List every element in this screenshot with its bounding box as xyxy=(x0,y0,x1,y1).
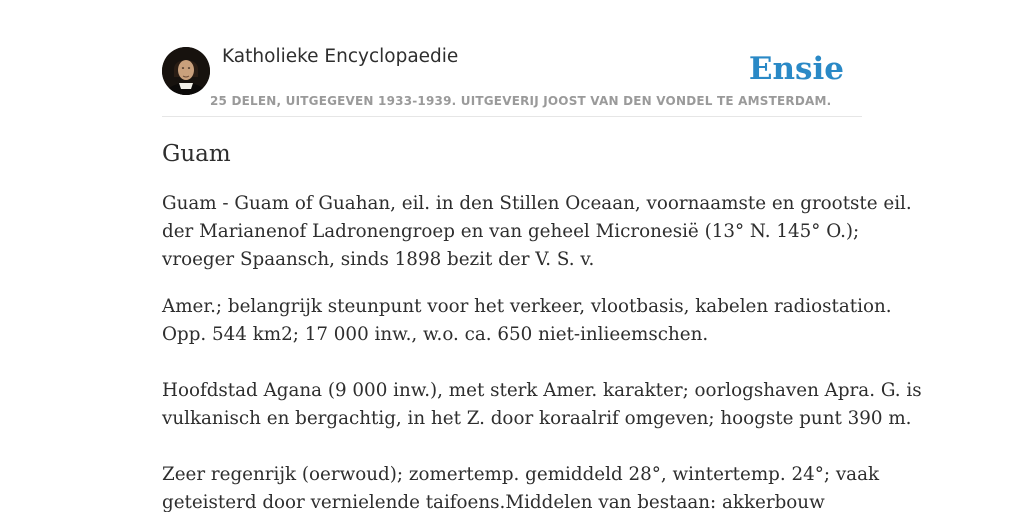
text-line: Zeer regenrijk (oerwoud); zomertemp. gemiddeld 28°, wintertemp. 24°; vaak xyxy=(162,464,880,485)
text-line: vroeger Spaansch, sinds 1898 bezit der V. S. v. xyxy=(162,249,595,270)
article-paragraph-1 xyxy=(162,190,912,274)
text-line: Hoofdstad Agana (9 000 inw.), met sterk Amer. karakter; oorlogshaven Apra. G. is xyxy=(162,380,922,401)
text-line: der Marianenof Ladronengroep en van geheel Micronesië (13° N. 145° O.); xyxy=(162,221,860,242)
site-header xyxy=(162,44,862,117)
portrait-avatar-icon[interactable] xyxy=(162,47,210,95)
line-break xyxy=(162,433,872,461)
article-title: Guam xyxy=(162,141,231,167)
article-paragraph-2 xyxy=(162,293,922,512)
article xyxy=(162,138,922,512)
ensie-logo-link[interactable]: Ensie xyxy=(748,51,844,87)
text-line: Amer.; belangrijk steunpunt voor het verkeer, vlootbasis, kabelen radiostation. xyxy=(162,296,892,317)
site-title[interactable]: Katholieke Encyclopaedie xyxy=(222,46,459,67)
text-line: Opp. 544 km2; 17 000 inw., w.o. ca. 650 niet-inlieemschen. xyxy=(162,324,709,345)
line-break xyxy=(162,349,872,377)
text-line: Guam - Guam of Guahan, eil. in den Stillen Oceaan, voornaamste en grootste eil. xyxy=(162,193,912,214)
text-line: geteisterd door vernielende taifoens.Middelen van bestaan: akkerbouw xyxy=(162,492,825,512)
text-line: vulkanisch en bergachtig, in het Z. door koraalrif omgeven; hoogste punt 390 m. xyxy=(162,408,912,429)
site-subtitle: 25 DELEN, UITGEGEVEN 1933-1939. UITGEVERIJ JOOST VAN DEN VONDEL TE AMSTERDAM. xyxy=(210,94,832,108)
